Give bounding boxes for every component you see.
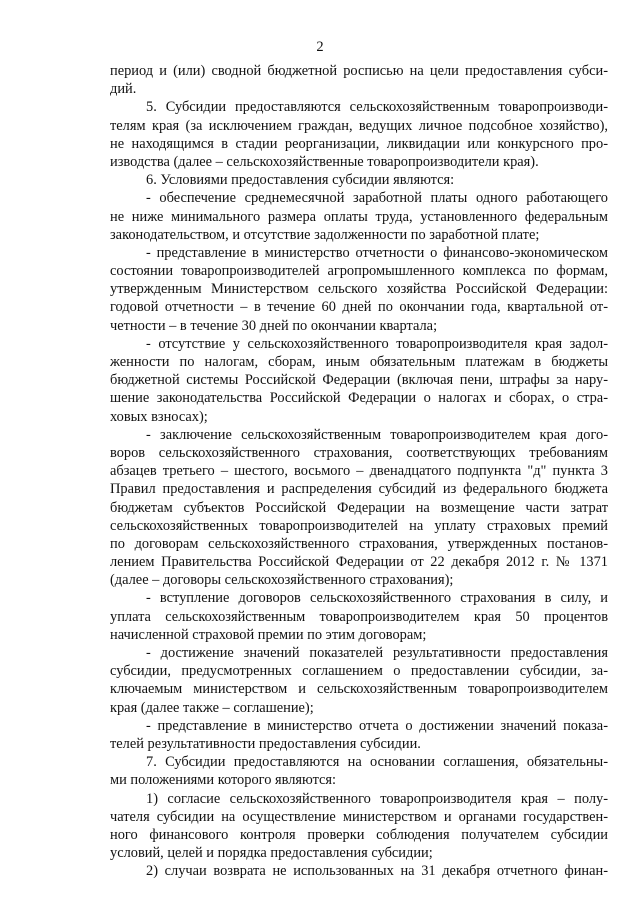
text-line: - заключение сельскохозяйственным товаропроизводителем края дого- <box>146 426 608 443</box>
text-line: 7. Субсидии предоставляются на основании соглашения, обязательны- <box>146 754 608 771</box>
text-line: сельскохозяйственных товаропроизводителей на уплату страховых премий <box>110 517 608 534</box>
text-line: ного финансового контроля проверки соблюдения получателем субсидии <box>110 826 608 843</box>
text-line: воров сельскохозяйственного страхования, соответствующих требованиям <box>110 444 608 461</box>
text-line: телям края (за исключением граждан, ведущих личное подсобное хозяйство), <box>110 117 608 134</box>
text-line: ключаемым министерством и сельскохозяйственным товаропроизводителем <box>110 681 608 698</box>
text-line: лением Правительства Российской Федерации от 22 декабря 2012 г. № 1371 <box>110 554 608 571</box>
document-body <box>110 62 608 880</box>
text-line: - обеспечение среднемесячной заработной платы одного работающего <box>146 190 608 207</box>
text-line: дий. <box>110 81 137 98</box>
text-line: уплата сельскохозяйственным товаропроизводителем края 50 процентов <box>110 608 608 625</box>
text-line: законодательством, и отсутствие задолженности по заработной плате; <box>110 226 540 243</box>
text-line: шение законодательства Российской Федерации о налогах и сборах, о стра- <box>110 390 608 407</box>
text-line: не ниже минимального размера оплаты труда, установленного федеральным <box>110 208 608 225</box>
text-line: абзацев третьего – шестого, восьмого – двенадцатого подпункта "д" пункта 3 <box>110 463 608 480</box>
text-line: четности – в течение 30 дней по окончании квартала; <box>110 317 438 334</box>
text-line: края (далее также – соглашение); <box>110 699 314 716</box>
text-line: не находящимся в стадии реорганизации, ликвидации или конкурсного про- <box>110 135 608 152</box>
text-line: годовой отчетности – в течение 60 дней по окончании года, квартальной от- <box>110 299 608 316</box>
page-number: 2 <box>316 39 324 55</box>
text-line: период и (или) сводной бюджетной росписью на цели предоставления субси- <box>110 63 608 79</box>
text-line: - достижение значений показателей результативности предоставления <box>146 645 608 661</box>
text-line: изводства (далее – сельскохозяйственные товаропроизводители края). <box>110 153 539 170</box>
text-line: субсидии, предусмотренных соглашением о предоставлении субсидии, за- <box>110 663 608 680</box>
text-line: 1) согласие сельскохозяйственного товаропроизводителя края – полу- <box>146 790 608 807</box>
text-line: - представление в министерство отчета о достижении значений показа- <box>146 717 608 734</box>
text-line: - вступление договоров сельскохозяйственного страхования в силу, и <box>146 590 608 607</box>
text-line: 5. Субсидии предоставляются сельскохозяйственным товаропроизводи- <box>146 99 608 116</box>
text-line: женности по налогам, сборам, иным обязательным платежам в бюджеты <box>110 354 608 370</box>
text-line: по договорам сельскохозяйственного страхования, утвержденных постанов- <box>110 535 608 552</box>
text-line: 6. Условиями предоставления субсидии являются: <box>146 172 455 189</box>
text-line: (далее – договоры сельскохозяйственного страхования); <box>110 572 454 589</box>
text-line: ховых взносах); <box>110 408 208 425</box>
text-line: состоянии товаропроизводителей агропромышленного комплекса по формам, <box>110 263 608 280</box>
text-line: начисленной страховой премии по этим договорам; <box>110 626 427 643</box>
text-line: условий, целей и порядка предоставления субсидии; <box>110 845 433 862</box>
text-line: 2) случаи возврата не использованных на 31 декабря отчетного финан- <box>146 863 608 880</box>
text-line: бюджетной системы Российской Федерации (включая пени, штрафы за нару- <box>110 372 608 389</box>
text-line: Правил предоставления и распределения субсидий из федерального бюджета <box>110 481 608 498</box>
text-line: телей результативности предоставления субсидии. <box>110 735 421 752</box>
text-line: ми положениями которого являются: <box>110 772 337 789</box>
text-line: - представление в министерство отчетности о финансово-экономическом <box>146 244 608 261</box>
text-line: чателя субсидии на осуществление министерством и органами государствен- <box>110 808 608 825</box>
text-line: - отсутствие у сельскохозяйственного товаропроизводителя края задол- <box>146 335 608 352</box>
text-line: бюджетам субъектов Российской Федерации на возмещение части затрат <box>110 499 608 516</box>
text-line: утвержденным Министерством сельского хозяйства Российской Федерации: <box>110 281 608 298</box>
